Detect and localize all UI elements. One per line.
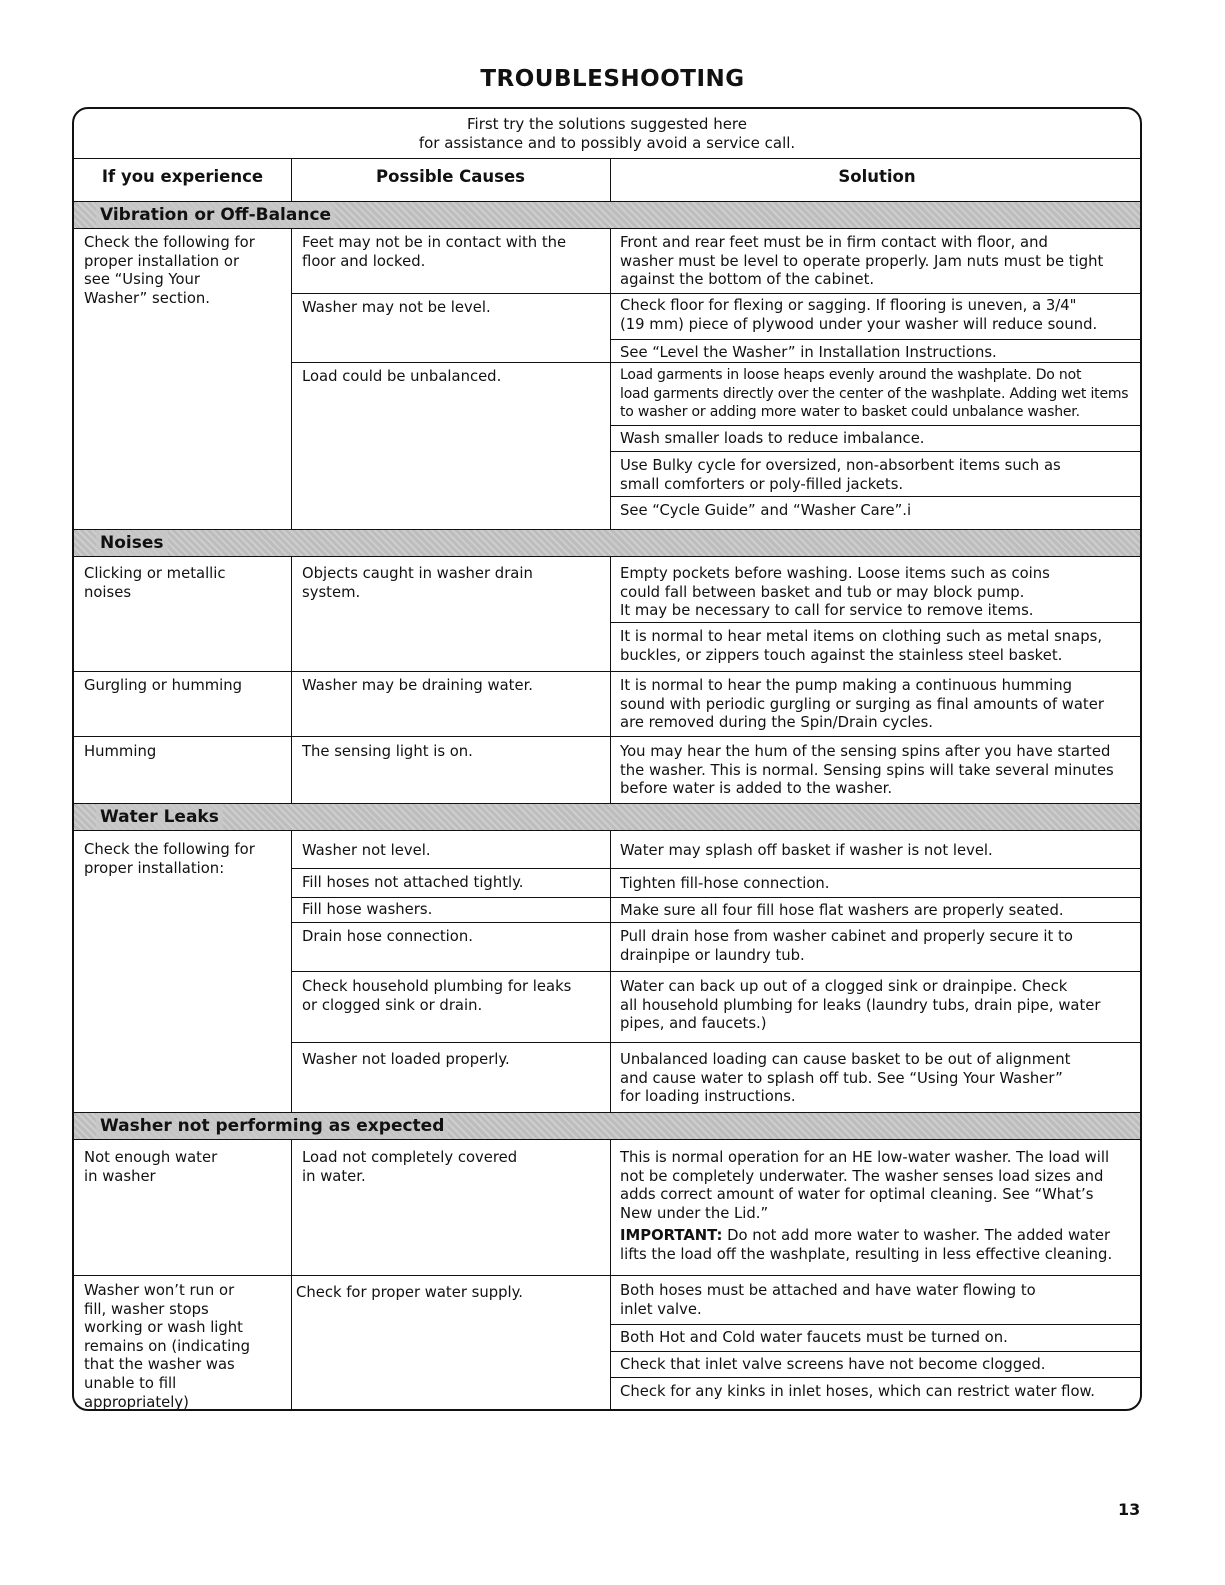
intro-line-1: First try the solutions suggested here [466, 115, 747, 133]
section-band-not-performing [74, 1112, 1140, 1140]
solution-text: See “Level the Washer” in Installation Instructions. [620, 344, 997, 361]
page-title: TROUBLESHOOTING [480, 66, 745, 92]
troubleshooting-table [72, 107, 1142, 1411]
cause-text: Check for proper water supply. [296, 1284, 523, 1301]
solution-text: Unbalanced loading can cause basket to be out of alignment and cause water to splash off tub. See “Using Your Washer” for loading instructions. [620, 1051, 1071, 1106]
important-text: Do not add more water to washer. The added water lifts the load off the washplate, resulting in less effective cleaning. [620, 1227, 1113, 1263]
solution-text: Load garments in loose heaps evenly around the washplate. Do not load garments directly over the center of the washplate. Adding wet items to washer or adding more water to basket could unbalance washer. [620, 367, 1129, 421]
section-title: Vibration or Off-Balance [96, 202, 335, 228]
section-title: Water Leaks [96, 804, 223, 830]
solution-text: Front and rear feet must be in firm contact with floor, and washer must be level to operate properly. Jam nuts must be tight against the bottom of the cabinet. [620, 234, 1104, 289]
row-divider [74, 1275, 1140, 1276]
cause-text: Objects caught in washer drain system. [302, 565, 533, 601]
solution-text: See “Cycle Guide” and “Washer Care”.i [620, 502, 912, 519]
section-band-water-leaks [74, 803, 1140, 831]
solution-text: You may hear the hum of the sensing spins after you have started the washer. This is normal. Sensing spins will take several minutes before water is added to the washer. [620, 743, 1114, 798]
cause-text: Load could be unbalanced. [302, 368, 502, 385]
cause-text: Feet may not be in contact with the floor and locked. [302, 234, 567, 270]
solution-text: Make sure all four fill hose flat washers are properly seated. [620, 902, 1064, 919]
solution-text: Check that inlet valve screens have not become clogged. [620, 1356, 1046, 1373]
cause-text: Washer may be draining water. [302, 677, 533, 694]
cause-text: Drain hose connection. [302, 928, 473, 945]
cause-text: Washer not level. [302, 842, 431, 859]
page-number: 13 [1118, 1500, 1141, 1519]
cause-text: Load not completely covered in water. [302, 1149, 518, 1185]
row-divider [610, 339, 1142, 340]
row-divider [291, 971, 1142, 972]
row-divider [610, 451, 1142, 452]
row-divider [291, 1042, 1142, 1043]
solution-text: Check floor for flexing or sagging. If flooring is uneven, a 3/4" (19 mm) piece of plywood under your washer will reduce sound. [620, 297, 1098, 333]
solution-text: This is normal operation for an HE low-water washer. The load will not be completely underwater. The washer senses load sizes and adds correct amount of water for optimal cleaning. See “What’s New under the Lid.” [620, 1149, 1110, 1222]
column-header-causes: Possible Causes [376, 167, 525, 186]
intro-text [74, 115, 1140, 153]
row-divider [610, 1324, 1142, 1325]
row-divider [610, 1377, 1142, 1378]
experience-text: Washer won’t run or fill, washer stops working or wash light remains on (indicating that the washer was unable to fill appropriately) [84, 1282, 251, 1411]
row-divider [291, 922, 1142, 923]
solution-text: Wash smaller loads to reduce imbalance. [620, 430, 925, 447]
solution-text: Empty pockets before washing. Loose items such as coins could fall between basket and tub or may block pump. It may be necessary to call for service to remove items. [620, 565, 1050, 620]
solution-important [620, 1227, 1140, 1264]
section-title: Washer not performing as expected [96, 1113, 448, 1139]
experience-text: Gurgling or humming [84, 677, 243, 694]
column-divider [610, 158, 611, 1411]
intro-line-2: for assistance and to possibly avoid a service call. [418, 134, 796, 152]
solution-text: Tighten fill-hose connection. [620, 875, 830, 892]
solution-text: Use Bulky cycle for oversized, non-absorbent items such as small comforters or poly-filled jackets. [620, 457, 1061, 493]
section-band-noises [74, 529, 1140, 557]
cause-text: The sensing light is on. [302, 743, 473, 760]
experience-text: Check the following for proper installation or see “Using Your Washer” section. [84, 234, 255, 307]
cause-text: Fill hoses not attached tightly. [302, 874, 524, 891]
solution-text: Water may splash off basket if washer is not level. [620, 842, 993, 859]
row-divider [74, 736, 1140, 737]
solution-text: Check for any kinks in inlet hoses, which can restrict water flow. [620, 1383, 1095, 1400]
row-divider [74, 671, 1140, 672]
row-divider [291, 868, 1142, 869]
solution-text: Both Hot and Cold water faucets must be turned on. [620, 1329, 1008, 1346]
row-divider [610, 425, 1142, 426]
solution-text: Pull drain hose from washer cabinet and properly secure it to drainpipe or laundry tub. [620, 928, 1073, 964]
section-title: Noises [96, 530, 168, 556]
experience-text: Humming [84, 743, 157, 760]
experience-text: Clicking or metallic noises [84, 565, 226, 601]
cause-text: Check household plumbing for leaks or clogged sink or drain. [302, 978, 572, 1014]
section-band-vibration [74, 201, 1140, 229]
solution-text: It is normal to hear metal items on clothing such as metal snaps, buckles, or zippers touch against the stainless steel basket. [620, 628, 1103, 664]
row-divider [610, 622, 1142, 623]
experience-text: Check the following for proper installation: [84, 841, 255, 877]
cause-text: Washer may not be level. [302, 299, 491, 316]
row-divider [610, 1351, 1142, 1352]
experience-text: Not enough water in washer [84, 1149, 218, 1185]
cause-text: Fill hose washers. [302, 901, 433, 918]
solution-text: Both hoses must be attached and have water flowing to inlet valve. [620, 1282, 1036, 1318]
column-header-solution: Solution [838, 167, 916, 186]
row-divider [291, 293, 1142, 294]
row-divider [291, 362, 1142, 363]
row-divider [610, 496, 1142, 497]
important-label: IMPORTANT: [620, 1227, 723, 1244]
solution-text: It is normal to hear the pump making a continuous humming sound with periodic gurgling or surging as final amounts of water are removed during the Spin/Drain cycles. [620, 677, 1104, 732]
column-divider [291, 158, 292, 1411]
row-divider [291, 897, 1142, 898]
cause-text: Washer not loaded properly. [302, 1051, 510, 1068]
column-header-experience: If you experience [101, 167, 264, 186]
solution-text: Water can back up out of a clogged sink or drainpipe. Check all household plumbing for leaks (laundry tubs, drain pipe, water pipes, and faucets.) [620, 978, 1101, 1033]
